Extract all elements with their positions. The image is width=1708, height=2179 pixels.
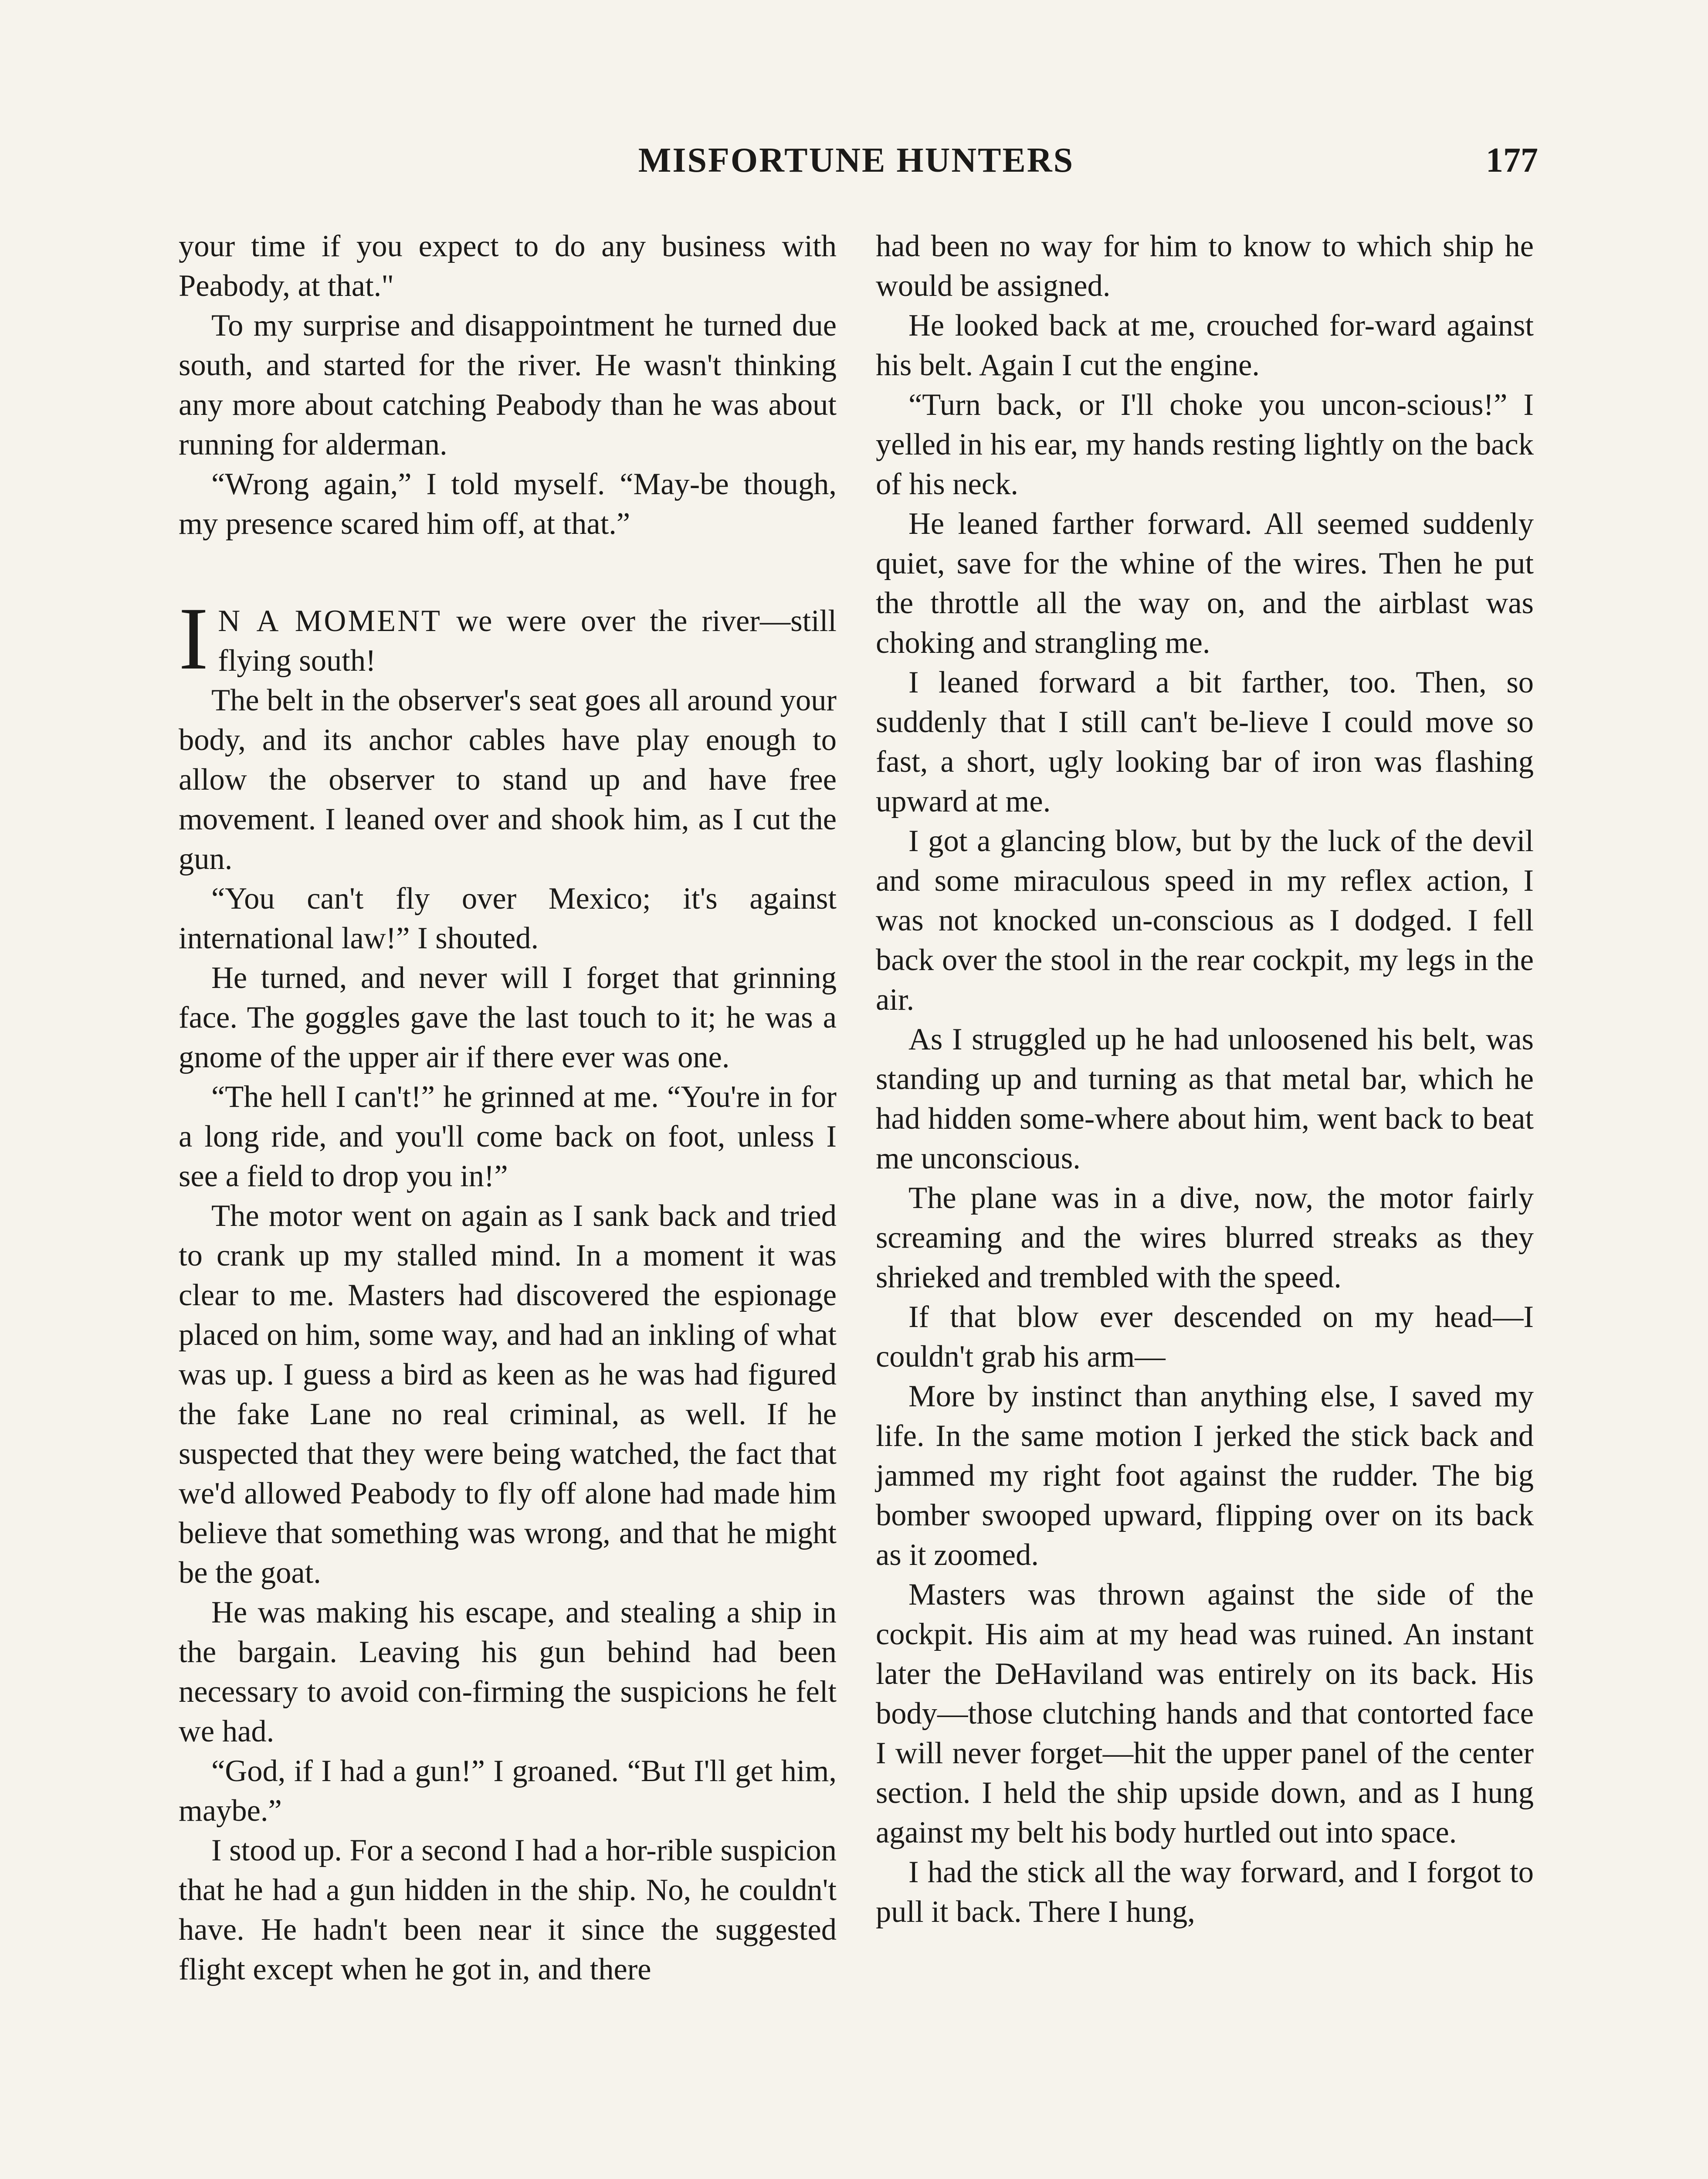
paragraph: “You can't fly over Mexico; it's against international law!” I shouted.: [179, 882, 837, 955]
page-header: [174, 139, 1538, 187]
paragraph: More by instinct than anything else, I saved my life. In the same motion I jerked the stick back and jammed my right foot against the rudder. The big bomber swooped upward, flipping over on its back as it zoomed.: [876, 1379, 1534, 1572]
paragraph: I leaned forward a bit farther, too. Then, so suddenly that I still can't be-lieve I could move so fast, a short, ugly looking bar of iron was flashing upward at me.: [876, 665, 1534, 818]
paragraph: “The hell I can't!” he grinned at me. “You're in for a long ride, and you'll come back on foot, unless I see a field to drop you in!”: [179, 1080, 837, 1193]
paragraph: He was making his escape, and stealing a ship in the bargain. Leaving his gun behind had been necessary to avoid con-firming the suspicions he felt we had.: [179, 1595, 837, 1748]
paragraph: The belt in the observer's seat goes all around your body, and its anchor cables have play enough to allow the observer to stand up and have free movement. I leaned over and shook him, as I cut the gun.: [179, 683, 837, 876]
paragraph: “God, if I had a gun!” I groaned. “But I'll get him, maybe.”: [179, 1754, 837, 1828]
paragraph: As I struggled up he had unloosened his belt, was standing up and turning as that metal bar, which he had hidden some-where about him, went back to beat me unconscious.: [876, 1022, 1534, 1175]
lead-in-caps: N A MOMENT: [218, 604, 442, 638]
running-title: MISFORTUNE HUNTERS: [638, 141, 1074, 180]
right-column: [876, 227, 1534, 1932]
section-opening-text: we were over the river—still flying south!: [218, 604, 837, 678]
paragraph: “Turn back, or I'll choke you uncon-scious!” I yelled in his ear, my hands resting lightly on the back of his neck.: [876, 388, 1534, 501]
paragraph: I stood up. For a second I had a hor-rible suspicion that he had a gun hidden in the ship. No, he couldn't have. He hadn't been near it since the suggested flight except when he got in, and there: [179, 1833, 837, 1986]
paragraph: Masters was thrown against the side of the cockpit. His aim at my head was ruined. An instant later the DeHaviland was entirely on its back. His body—those clutching hands and that contorted face I will never forget—hit the upper panel of the center section. I held the ship upside down, and as I hung against my belt his body hurtled out into space.: [876, 1578, 1534, 1850]
paragraph: He looked back at me, crouched for-ward against his belt. Again I cut the engine.: [876, 309, 1534, 382]
paragraph: I had the stick all the way forward, and I forgot to pull it back. There I hung,: [876, 1855, 1534, 1929]
left-column: [179, 227, 837, 1989]
paragraph: To my surprise and disappointment he turned due south, and started for the river. He wasn't thinking any more about catching Peabody than he was about running for alderman.: [179, 309, 837, 462]
paragraph: had been no way for him to know to which ship he would be assigned.: [876, 229, 1534, 303]
drop-cap: I: [179, 589, 209, 688]
section-opening-paragraph: [179, 589, 837, 688]
paragraph: I got a glancing blow, but by the luck of the devil and some miraculous speed in my reflex action, I was not knocked un-conscious as I dodged. I fell back over the stool in the rear cockpit, my legs in the air.: [876, 824, 1534, 1017]
paragraph: If that blow ever descended on my head—I couldn't grab his arm—: [876, 1300, 1534, 1374]
paragraph: The plane was in a dive, now, the motor fairly screaming and the wires blurred streaks as they shrieked and trembled with the speed.: [876, 1181, 1534, 1294]
paragraph: The motor went on again as I sank back and tried to crank up my stalled mind. In a moment it was clear to me. Masters had discovered the espionage placed on him, some way, and had an inkling of what was up. I guess a bird as keen as he was had figured the fake Lane no real criminal, as well. If he suspected that they were being watched, the fact that we'd allowed Peabody to fly off alone had made him believe that something was wrong, and that he might be the goat.: [179, 1199, 837, 1590]
paragraph: your time if you expect to do any business with Peabody, at that.": [179, 229, 837, 303]
paragraph: “Wrong again,” I told myself. “May-be though, my presence scared him off, at that.”: [179, 467, 837, 541]
paragraph: He turned, and never will I forget that grinning face. The goggles gave the last touch to it; he was a gnome of the upper air if there ever was one.: [179, 961, 837, 1074]
page-number: 177: [1486, 141, 1538, 180]
paragraph: He leaned farther forward. All seemed suddenly quiet, save for the whine of the wires. Then he put the throttle all the way on, and the airblast was choking and strangling me.: [876, 507, 1534, 660]
